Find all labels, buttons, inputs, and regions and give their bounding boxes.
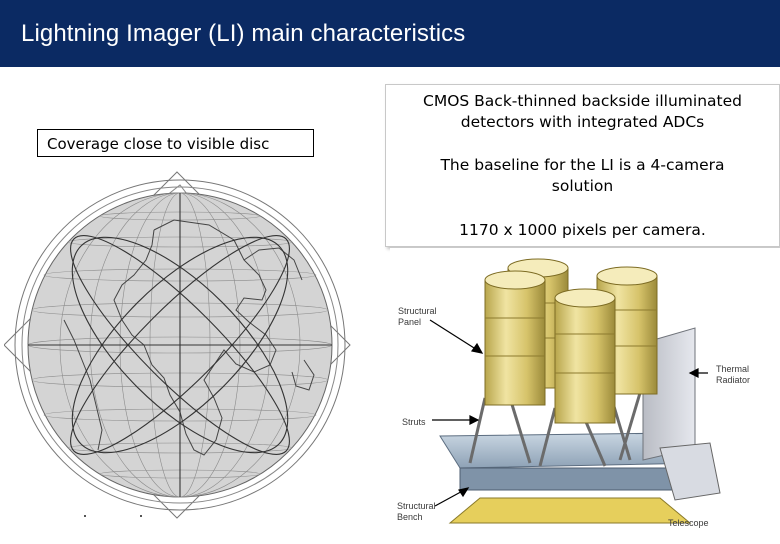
label-structural-bench-1: Structural <box>397 501 436 511</box>
characteristics-panel <box>385 84 780 247</box>
label-structural-bench-2: Bench <box>397 512 423 522</box>
label-telescope: Telescope <box>668 518 709 528</box>
title-bar <box>0 0 780 67</box>
coverage-label: Coverage close to visible disc <box>37 129 314 157</box>
pixels-text: 1170 x 1000 pixels per camera. <box>459 221 706 239</box>
telescope-box <box>660 443 720 500</box>
label-structural-panel-1: Structural <box>398 306 437 316</box>
camera-front-right <box>555 289 615 423</box>
globe-coverage-figure <box>4 150 384 540</box>
instrument-illustration <box>390 248 780 540</box>
instrument-drawing <box>390 248 780 540</box>
label-structural-panel-2: Panel <box>398 317 422 327</box>
camera-front-left <box>485 271 545 405</box>
structural-bench-base <box>450 498 690 523</box>
detector-text-line1: CMOS Back-thinned backside illuminated <box>423 92 742 110</box>
label-thermal-radiator-2: Radiator <box>716 375 751 385</box>
coverage-diagram <box>4 150 384 540</box>
detector-text-line2: detectors with integrated ADCs <box>460 113 705 131</box>
page-title: Lightning Imager (LI) main characteristics <box>21 20 466 47</box>
label-struts: Struts <box>402 417 426 427</box>
baseline-text-line1: The baseline for the LI is a 4-camera <box>440 156 725 174</box>
scale-marks <box>84 515 142 517</box>
baseline-text-line2: solution <box>551 177 614 195</box>
label-thermal-radiator-1: Thermal <box>716 364 750 374</box>
camera-footprints <box>28 193 332 497</box>
